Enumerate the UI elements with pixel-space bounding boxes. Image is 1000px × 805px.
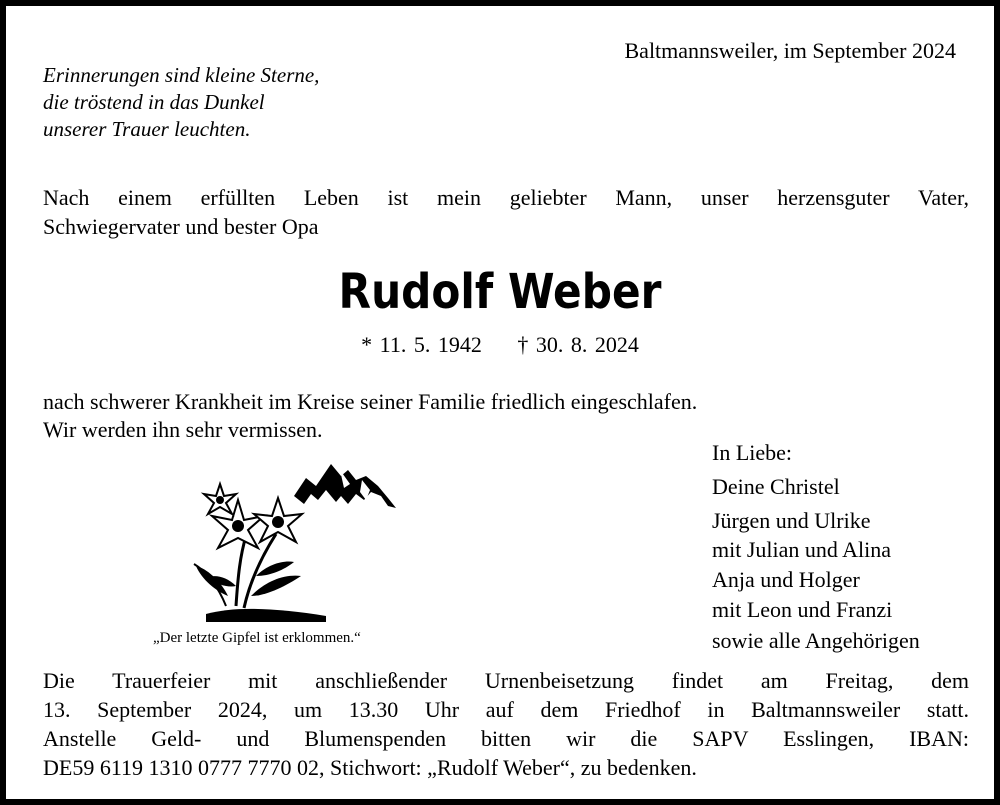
intro-text (43, 183, 969, 241)
funeral-details (43, 666, 969, 782)
memorial-quote (43, 62, 319, 143)
family-line: In Liebe: (712, 440, 793, 465)
life-dates (6, 332, 994, 358)
notice-line: nach schwerer Krankheit im Kreise seiner Familie friedlich eingeschlafen. (43, 389, 698, 414)
quote-line: die tröstend in das Dunkel (43, 90, 265, 114)
closing-line: Die Trauerfeier mit anschließender Urnenbeisetzung findet am Freitag, dem (43, 668, 969, 693)
birth-date: * 11. 5. 1942 (361, 332, 482, 357)
family-line: Jürgen und Ulrike (712, 508, 871, 533)
family-signature (712, 439, 920, 657)
intro-line: Schwiegervater und bester Opa (43, 214, 319, 239)
family-line: Deine Christel (712, 474, 840, 499)
family-line: Anja und Holger (712, 567, 860, 592)
death-date: † 30. 8. 2024 (517, 332, 639, 357)
family-line: mit Julian und Alina (712, 537, 892, 562)
edelweiss-mountains-icon (166, 456, 406, 628)
quote-line: unserer Trauer leuchten. (43, 117, 251, 141)
notice-line: Wir werden ihn sehr vermissen. (43, 417, 323, 442)
passing-notice (43, 388, 697, 444)
closing-line: Anstelle Geld- und Blumenspenden bitten wir die SAPV Esslingen, IBAN: (43, 726, 969, 751)
deceased-name: Rudolf Weber (338, 264, 662, 320)
closing-line: DE59 6119 1310 0777 7770 02, Stichwort: „Rudolf Weber“, zu bedenken. (43, 755, 697, 780)
place-date: Baltmannsweiler, im September 2024 (624, 38, 956, 63)
family-line: mit Leon und Franzi (712, 597, 893, 622)
illustration-caption: „Der letzte Gipfel ist erklommen.“ (153, 630, 361, 646)
quote-line: Erinnerungen sind kleine Sterne, (43, 63, 320, 87)
closing-line: 13. September 2024, um 13.30 Uhr auf dem Friedhof in Baltmannsweiler statt. (43, 697, 969, 722)
family-line: sowie alle Angehörigen (712, 628, 920, 653)
intro-line: Nach einem erfüllten Leben ist mein geliebter Mann, unser herzensguter Vater, (43, 185, 969, 210)
